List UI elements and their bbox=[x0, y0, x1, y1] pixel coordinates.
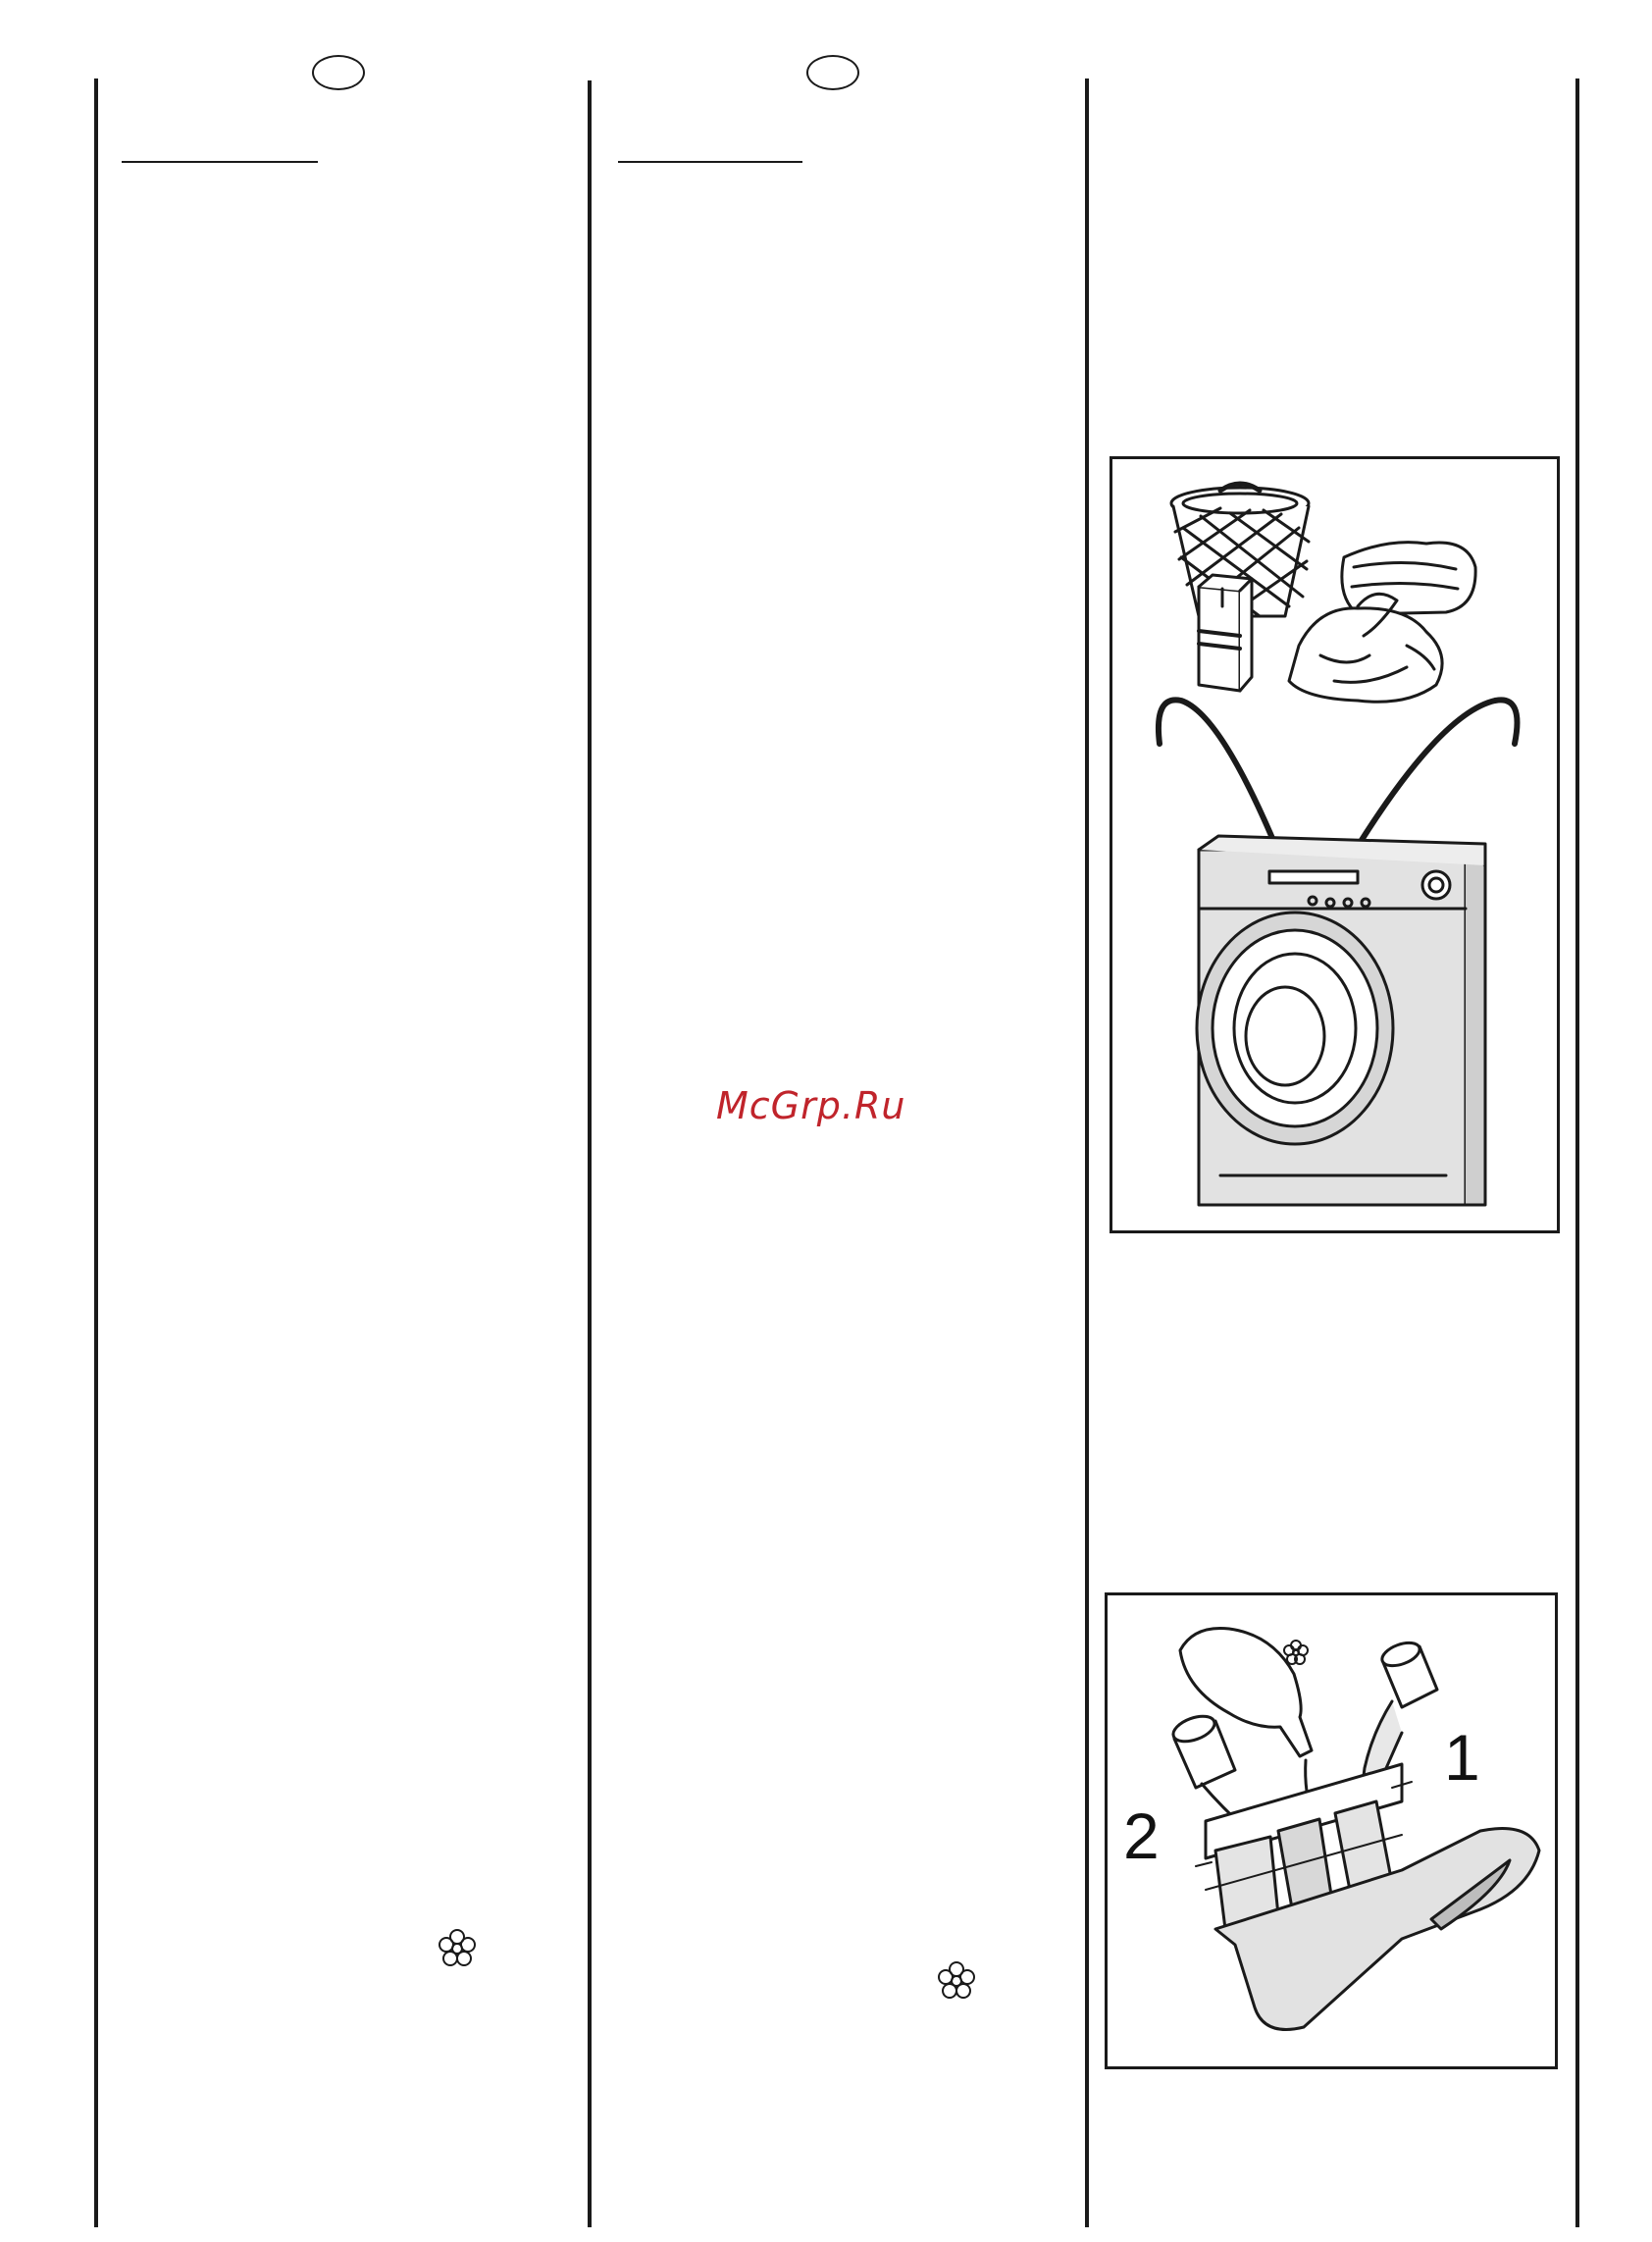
softener-flower-icon bbox=[1284, 1641, 1308, 1664]
column-divider-right bbox=[1575, 78, 1579, 2227]
language-marker-oval-icon bbox=[806, 55, 859, 90]
detergent-drawer-illustration bbox=[1108, 1595, 1555, 2066]
softener-flower-icon bbox=[934, 1958, 979, 2004]
washing-machine-icon bbox=[1197, 836, 1485, 1205]
softener-flower-icon bbox=[435, 1926, 480, 1971]
compartment-1-label: 1 bbox=[1444, 1721, 1480, 1794]
column-divider-right-inner bbox=[1085, 78, 1089, 2227]
watermark-text: McGrp.Ru bbox=[716, 1084, 906, 1127]
heading-underline bbox=[122, 161, 318, 163]
heading-underline bbox=[618, 161, 802, 163]
language-marker-oval-icon bbox=[312, 55, 365, 90]
compartment-2-label: 2 bbox=[1123, 1799, 1160, 1872]
figure-detergent-drawer bbox=[1105, 1592, 1558, 2069]
laundry-to-washing-machine-illustration bbox=[1112, 459, 1557, 1230]
column-divider-left bbox=[94, 78, 98, 2227]
figure-laundry-loading bbox=[1110, 456, 1560, 1233]
column-divider-middle bbox=[588, 80, 592, 2227]
detergent-box-icon bbox=[1199, 575, 1252, 691]
